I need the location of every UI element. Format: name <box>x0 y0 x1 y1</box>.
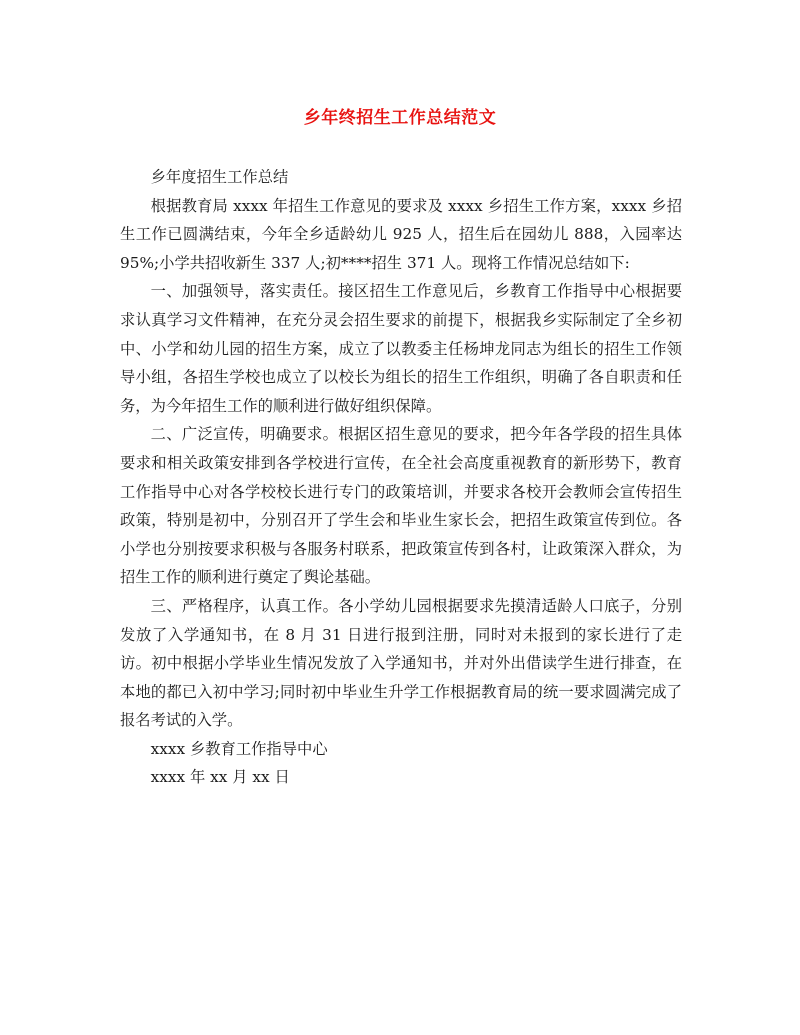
document-subtitle: 乡年度招生工作总结 <box>150 168 289 186</box>
paragraph-procedure: 三、严格程序，认真工作。各小学幼儿园根据要求先摸清适龄人口底子，分别发放了入学通知书，在 8 月 31 日进行报到注册，同时对未报到的家长进行了走访。初中根据小学毕业生情况发放了入学通知书，并对外出借读学生进行排查，在本地的都已入初中学习;同时初中毕业生升学工作根据教育局的统一要求圆满完成了报名考试的入学。 <box>120 596 682 730</box>
paragraph-publicity: 二、广泛宣传，明确要求。根据区招生意见的要求，把今年各学段的招生具体要求和相关政策安排到各学校进行宣传，在全社会高度重视教育的新形势下，教育工作指导中心对各学校校长进行专门的政策培训，并要求各校开会教师会宣传招生政策，特别是初中，分别召开了学生会和毕业生家长会，把招生政策宣传到位。各小学也分别按要求积极与各服务村联系，把政策宣传到各村，让政策深入群众，为招生工作的顺利进行奠定了舆论基础。 <box>120 425 682 587</box>
document-title: 乡年终招生工作总结范文 <box>303 108 497 128</box>
date: xxxx 年 xx 月 xx 日 <box>150 768 290 787</box>
signature: xxxx 乡教育工作指导中心 <box>150 739 328 758</box>
document-body <box>120 163 682 792</box>
paragraph-leadership: 一、加强领导，落实责任。接区招生工作意见后，乡教育工作指导中心根据要求认真学习文件精神，在充分灵会招生要求的前提下，根据我乡实际制定了全乡初中、小学和幼儿园的招生方案，成立了以教委主任杨坤龙同志为组长的招生工作领导小组，各招生学校也成立了以校长为组长的招生工作组织，明确了各自职责和任务，为今年招生工作的顺利进行做好组织保障。 <box>120 282 682 415</box>
paragraph-intro: 根据教育局 xxxx 年招生工作意见的要求及 xxxx 乡招生工作方案，xxxx 乡招生工作已圆满结束，今年全乡适龄幼儿 925 人，招生后在园幼儿 888，入园率达 95%;小学共招收新生 337 人;初****招生 371 人。现将工作情况总结如下: <box>120 196 682 272</box>
